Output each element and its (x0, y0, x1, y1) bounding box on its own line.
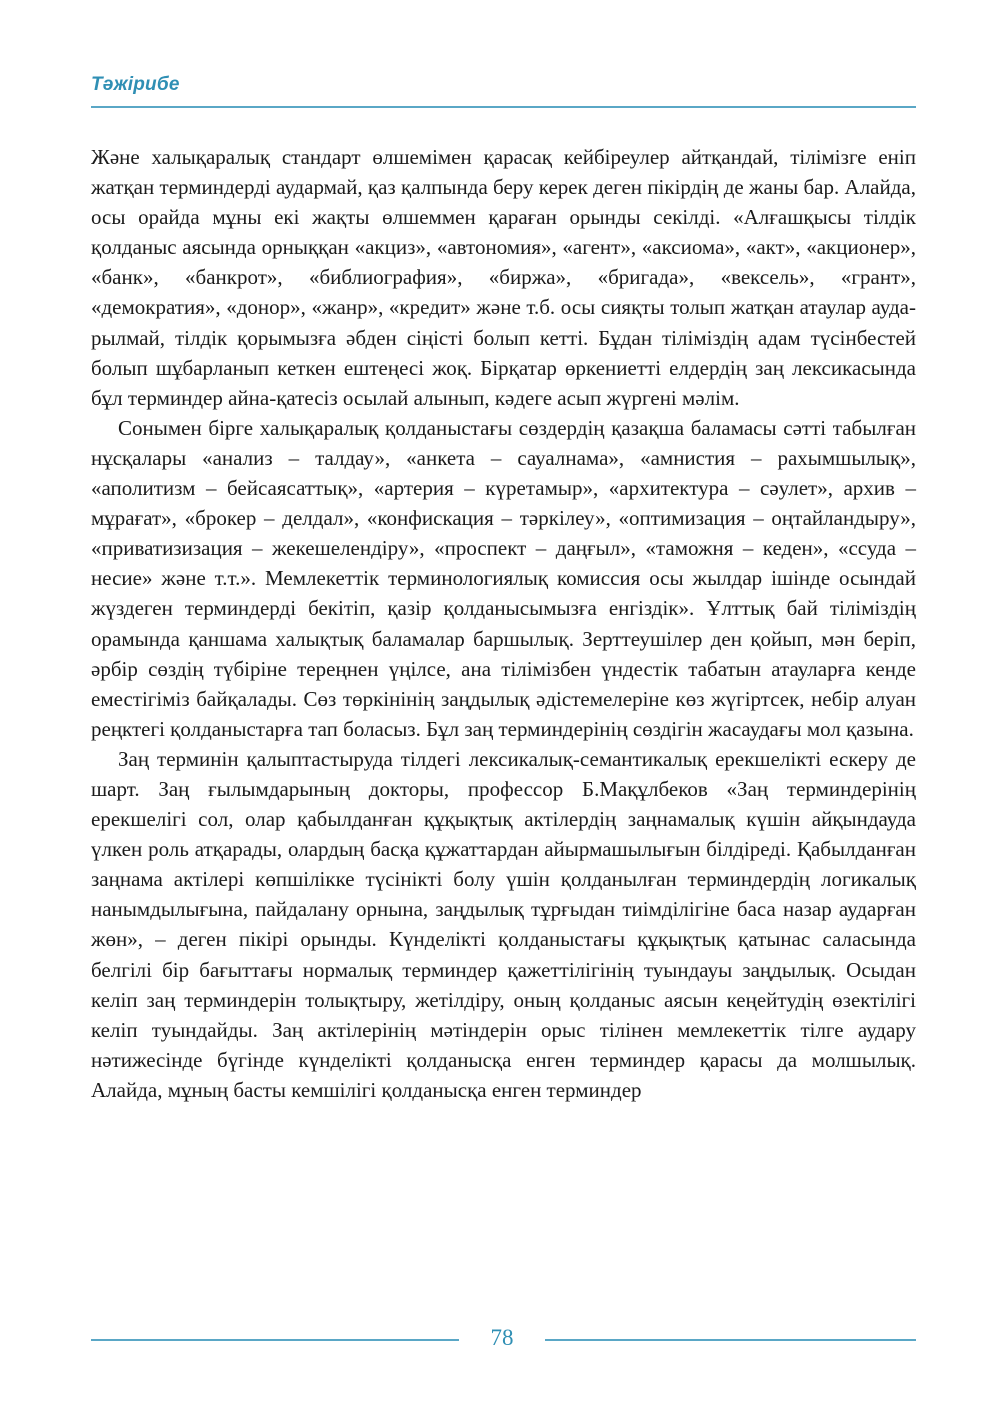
header-divider (91, 106, 916, 108)
footer-divider-right (545, 1339, 916, 1341)
paragraph-1: Және халықаралық стандарт өлшемімен қарасақ кейбіреулер айтқандай, тілімізге еніп жатқан терминдерді аудармай, қаз қалпында беру керек деген пікірдің де жаны бар. Алайда, осы орайда мұны екі жақты өлшеммен қараған орынды секілді. «Алғашқысы тілдік қолданыс аясында орныққан «акциз», «автономия», «агент», «аксиома», «акт», «акционер», «банк», «банкрот», «библиография», «биржа», «бригада», «вексель», «грант», «демократия», «донор», «жанр», «кредит» және т.б. осы сияқты толып жатқан атаулар аударылмай, тілдік қорымызға әбден сіңісті болып кетті. Бұдан тіліміздің адам түсінбестей болып шұбарланып кеткен ештеңесі жоқ. Бірқатар өркениетті елдердің заң лексикасында бұл терминдер айна-қатесіз осылай алынып, кәдеге асып жүргені мәлім. (91, 145, 916, 410)
section-title: Тәжірибе (91, 74, 180, 95)
footer-divider-left (91, 1339, 459, 1341)
paragraph-2: Сонымен бірге халықаралық қолданыстағы сөздердің қазақша баламасы сәтті табылған нұсқалары «анализ – талдау», «анкета – сауалнама», «амнистия – рахымшылық», «аполитизм – бейсаясаттық», «артерия – күретамыр», «архитектура – сәулет», архив – мұрағат», «брокер – делдал», «конфискация – тәркілеу», «оптимизация – оңтайландыру», «приватизизация – жекешелендіру», «проспект – даңғыл», «таможня – кеден», «ссуда – несие» және т.т.». Мемлекеттік терминологиялық комиссия осы жылдар ішінде осындай жүздеген терминдерді бекітіп, қазір қолданысымызға енгіздік». Ұлттық бай тіліміздің орамында қаншама халықтық баламалар баршылық. Зерттеушілер ден қойып, мән беріп, әрбір сөздің түбіріне тереңнен үңілсе, ана тілімізбен үндестік табатын атауларға кенде еместігіміз байқалады. Сөз төркінінің заңдылық әдістемелеріне көз жүгіртсек, небір алуан реңктегі қолданыстарға тап боласыз. Бұл заң терминдерінің сөздігін жасаудағы мол қазына. (91, 415, 916, 741)
paragraph-3: Заң терминін қалыптастыруда тілдегі лексикалық-семантикалық ерекшелікті ескеру де шарт. Заң ғылымдарының докторы, профессор Б.Мақұлбеков «Заң терминдерінің ерекшелігі сол, олар қабылданған құқықтық актілердің заңнамалық күшін айқындауда үлкен роль атқарады, олардың басқа құжаттардан айырмашылығын білдіреді. Қабылданған заңнама актілері көпшілікке түсінікті болу үшін қолданылған терминдердің логикалық нанымдылығына, пайдалану орнына, заңдылық тұрғыдан тиімділігіне баса назар аударған жөн», – деген пікірі орынды. Күнделікті қолданыстағы құқықтық қатынас саласында белгілі бір бағыттағы нормалық терминдер қажеттілігінің туындауы заңдылық. Осыдан келіп заң терминдерін толықтыру, жетілдіру, оның қолданыс аясын кеңейтудің өзектілігі келіп туындайды. Заң актілерінің мәтіндерін орыс тілінен мемлекеттік тілге аудару нәтижесінде бүгінде күнделікті қолданысқа енген терминдер қарасы да молшылық. Алайда, мұның басты кемшілігі қолданысқа енген терминдер (91, 746, 916, 1102)
article-body (91, 142, 916, 1105)
page-number: 78 (490, 1325, 514, 1350)
